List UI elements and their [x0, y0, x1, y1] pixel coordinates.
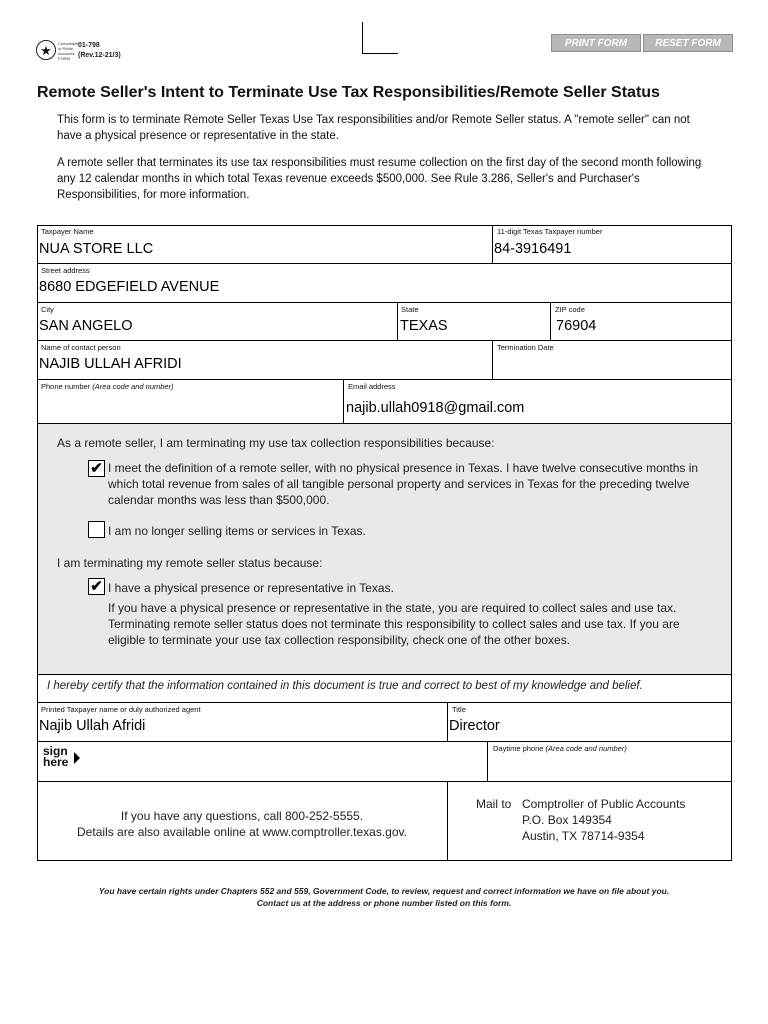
sign-here-label [43, 746, 68, 768]
rule [37, 741, 732, 742]
phone-number-field[interactable] [41, 400, 336, 418]
print-form-button[interactable]: PRINT FORM [551, 34, 641, 52]
termination-date-field[interactable] [497, 356, 727, 374]
help-line-website: Details are also available online at www.comptroller.texas.gov. [77, 825, 407, 839]
rule-v [447, 781, 448, 860]
rule-v [550, 302, 551, 340]
sign-word: sign [43, 744, 68, 758]
daytime-phone-label-note: (Area code and number) [545, 744, 627, 753]
taxpayer-name-field[interactable]: NUA STORE LLC [39, 241, 154, 257]
use-tax-heading: As a remote seller, I am terminating my use tax collection responsibilities because: [57, 436, 495, 450]
rule-v [492, 340, 493, 379]
zip-label: ZIP code [555, 305, 585, 314]
state-label: State [401, 305, 419, 314]
texas-star-seal-icon: ★ [36, 40, 56, 60]
contact-person-label: Name of contact person [41, 343, 121, 352]
rule [37, 263, 732, 264]
signature-field[interactable] [90, 745, 482, 777]
here-word: here [43, 755, 69, 769]
title-label: Title [452, 705, 466, 714]
rule [37, 781, 732, 782]
email-label: Email address [348, 382, 396, 391]
mail-address-line: Comptroller of Public Accounts [522, 797, 686, 811]
mail-address [522, 796, 685, 844]
rule-v [492, 225, 493, 263]
help-line-phone: If you have any questions, call 800-252-5555. [120, 809, 364, 823]
printed-name-field[interactable]: Najib Ullah Afridi [39, 718, 146, 734]
title-field[interactable]: Director [449, 718, 500, 734]
status-heading: I am terminating my remote seller status because: [57, 556, 323, 570]
city-field[interactable]: SAN ANGELO [39, 318, 133, 334]
form-number-block [78, 41, 121, 61]
phone-number-label [41, 382, 174, 391]
page-title: Remote Seller's Intent to Terminate Use Tax Responsibilities/Remote Seller Status [37, 84, 660, 101]
rule [37, 379, 732, 380]
taxpayer-number-field[interactable]: 84-3916491 [494, 241, 572, 257]
zip-field[interactable]: 76904 [556, 318, 597, 334]
rule [37, 302, 732, 303]
street-address-field[interactable]: 8680 EDGEFIELD AVENUE [39, 279, 220, 295]
rights-line-1: You have certain rights under Chapters 552 and 559, Government Code, to review, request and correct information we have on file about you. [98, 886, 670, 896]
phone-number-label-note: (Area code and number) [92, 382, 174, 391]
checkbox-no-physical-presence[interactable]: ✔ [88, 460, 105, 477]
option-physical-presence: I have a physical presence or representative in Texas. [108, 581, 394, 595]
rights-line-2: Contact us at the address or phone number listed on this form. [256, 898, 512, 908]
rule-v [343, 379, 344, 423]
rule [37, 340, 732, 341]
rule-v [397, 302, 398, 340]
rule-v [487, 741, 488, 781]
phone-number-label-text: Phone number [41, 382, 91, 391]
arrow-right-icon [74, 752, 80, 764]
taxpayer-name-label: Taxpayer Name [41, 227, 94, 236]
city-label: City [41, 305, 54, 314]
option-no-longer-selling: I am no longer selling items or services in Texas. [108, 524, 366, 538]
state-field[interactable]: TEXAS [400, 318, 448, 334]
taxpayer-number-label: 11-digit Texas Taxpayer number [497, 227, 603, 236]
agency-name: Comptroller of Public Accounts FORM [58, 41, 79, 61]
daytime-phone-label-text: Daytime phone [493, 744, 544, 753]
certification-statement: I hereby certify that the information contained in this document is true and correct to best of my knowledge and belief. [47, 680, 643, 692]
rule [37, 674, 732, 675]
crop-corner-mark [362, 22, 398, 54]
checkbox-no-longer-selling[interactable] [88, 521, 105, 538]
printed-name-label: Printed Taxpayer name or duly authorized agent [41, 705, 201, 714]
help-text [37, 808, 447, 840]
rule [37, 860, 732, 861]
option-no-physical-presence: I meet the definition of a remote seller, with no physical presence in Texas. I have twelve consecutive months in which total revenue from sales of all tangible personal property and services in Texas for the preceding twelve calendar months was less than $500,000. [108, 461, 699, 507]
email-field[interactable]: najib.ullah0918@gmail.com [346, 400, 525, 416]
termination-date-label: Termination Date [497, 343, 554, 352]
street-address-label: Street address [41, 266, 90, 275]
intro-paragraph-2: A remote seller that terminates its use tax responsibilities must resume collection on the first day of the second month following any 12 calendar months in which total Texas revenue exceeds $500,000. See Rule 3.286, Seller's and Purchaser's Responsibilities, for more information. [57, 157, 702, 201]
reset-form-button[interactable]: RESET FORM [643, 34, 733, 52]
mail-address-line: Austin, TX 78714-9354 [522, 829, 645, 843]
checkbox-physical-presence[interactable]: ✔ [88, 578, 105, 595]
intro-paragraph-1: This form is to terminate Remote Seller Texas Use Tax responsibilities and/or Remote Seller status. A "remote seller" can not have a physical presence or representative in the state. [57, 114, 690, 142]
rule [37, 702, 732, 703]
form-border-right [731, 225, 732, 861]
form-number: 01-798 [78, 42, 100, 49]
form-revision: (Rev.12-21/3) [78, 52, 121, 59]
daytime-phone-field[interactable] [493, 758, 727, 776]
mail-address-line: P.O. Box 149354 [522, 813, 612, 827]
rule [37, 423, 732, 424]
form-border-left [37, 225, 38, 861]
contact-person-field[interactable]: NAJIB ULLAH AFRIDI [39, 356, 182, 372]
daytime-phone-label [493, 744, 627, 753]
physical-presence-note: If you have a physical presence or representative in the state, you are required to collect sales and use tax. Terminating remote seller status does not terminate this responsibility to collect sales and use tax. If you are eligible to terminate your use tax collection responsibility, check one of the other boxes. [108, 601, 680, 647]
mail-to-label: Mail to [476, 797, 512, 811]
rule-v [447, 702, 448, 741]
rule [37, 225, 732, 226]
rights-notice [37, 885, 731, 909]
